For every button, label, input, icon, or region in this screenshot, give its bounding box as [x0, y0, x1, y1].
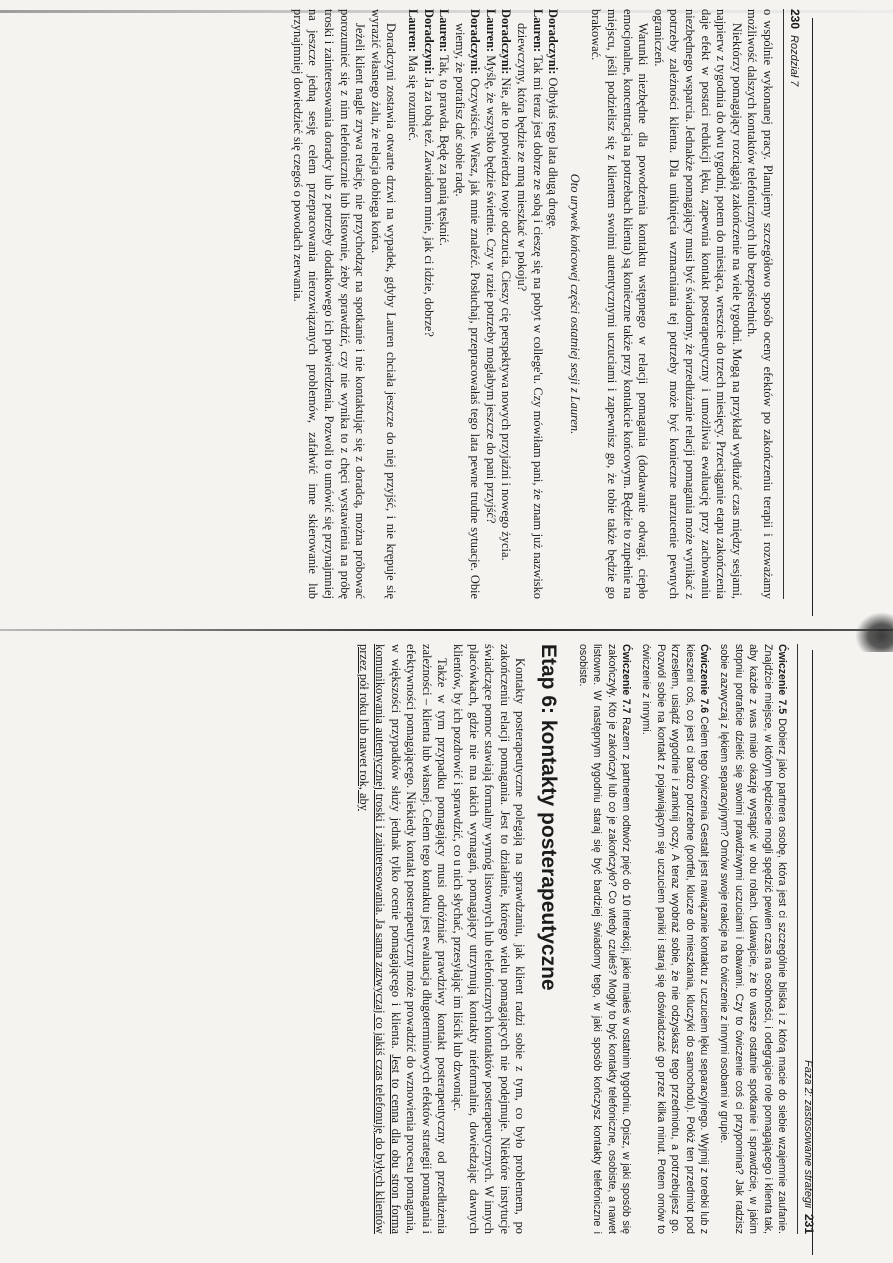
speaker: Doradczyni: — [468, 9, 483, 75]
scan-smudge — [855, 612, 893, 652]
page-231-text — [356, 644, 528, 1234]
running-header-230 — [783, 9, 802, 599]
exercise-7-5 — [717, 644, 789, 1234]
paragraph: Doradczyni zostawia otwarte drzwi na wypadek, gdyby Lauren chciała jeszcze do niej przyjść, i nie krępuje się wyrazić własnego żalu, że relacja dobiega końca. — [368, 9, 399, 599]
page-231 — [96, 644, 816, 1234]
exercise-7-6 — [639, 644, 711, 1234]
speaker: Lauren: — [530, 9, 545, 53]
section-header-title: Faza 2: zastosowanie strategii — [802, 1060, 814, 1208]
utterance: Tak, to prawda. Będę za panią tęsknić. — [437, 55, 452, 246]
speaker: Doradczyni: — [546, 9, 561, 75]
dialog-line — [420, 9, 436, 599]
speaker: Doradczyni: — [499, 9, 514, 75]
dialog-heading: Oto urywek końcowej części ostatniej sesji z Lauren. — [567, 173, 582, 435]
dialog-line — [404, 9, 420, 599]
dialog-line — [482, 9, 498, 599]
speaker: Lauren: — [405, 9, 420, 53]
paragraph — [356, 644, 450, 1234]
utterance: Ja za tobą też. Zawiadom mnie, jak ci idzie, dobrze? — [421, 77, 436, 337]
utterance: Odbyłaś tego lata długą drogę. — [546, 77, 561, 230]
dialog-line — [436, 9, 452, 599]
paragraph: Jeżeli klient nagle zrywa relację, nie przychodząc na spotkanie i nie kontaktując się z doradcą, można próbować porozumieć się z nim telefonicznie lub listownie, żeby sprawdzić, czy nie wynika to z chęci wystawienia na próbę troski i zainteresowania doradcy lub z potrzeby dodatkowego ich potwierdzenia. Pozwoli to umówić się przynajmniej na jeszcze jedną sesję celem przepracowania nierozwiązanych problemów, zafałwić inne skierowanie lub przynajmniej dowiedzieć się czegoś o powodach zerwania. — [290, 9, 368, 599]
utterance: Nie, ale to potwierdza twoje odczucia. Cieszy cię perspektywa nowych przyjaźni i nowego życia. — [499, 77, 514, 561]
exercise-label: Ćwiczenie 7.7 — [619, 644, 632, 714]
utterance: Myślę, że wszystko będzie świetnie. Czy w razie potrzeby mogłabym jeszcze do pani przyjść? — [483, 55, 498, 524]
paragraph: Warunki niezbędne dla powodzenia kontaktu wstępnego w relacji pomagania (dodawanie odwagi, ciepło emocjonalne, koncentracja na potrzebach klienta) są konieczne także przy kontakcie końcowym. Będzie to zupełnie na miejscu, jeśli podzielisz się z klientem swoimi autentycznymi uczuciami i zapewnisz go, że tobie także będzie go brakować. — [589, 9, 651, 599]
speaker: Lauren: — [437, 9, 452, 53]
exercise-label: Ćwiczenie 7.5 — [776, 644, 788, 715]
underlined-passage: Jest to cenna dla obu stron forma komunikowania autentycznej troski i zainteresowania. Ja sama zazwyczaj co jakiś czas telefonuję do byłych klientów przez pół roku lub nawet rok, aby — [357, 644, 403, 1234]
exercise-text: Celem tego ćwiczenia Gestalt jest nawiązanie kontaktu z uczuciem lęku separacyjnego. Wyjmij z torebki lub z kieszeni coś, co jest ci bardzo potrzebne (portfel, klucze do mieszkania, kluczyki do samochodu). Połóż ten przedmiot pod krzesłem, usiądź wygodnie i zamknij oczy. A teraz wyobraź sobie, że nie odzyskasz tego przedmiotu, a potrzebujesz go. Pozwól sobie na kontakt z pojawiającym się uczuciem paniki i staraj się doświadczać go przez kilka minut. Potem omów to ćwiczenie z innymi. — [640, 644, 710, 1235]
running-header-231 — [797, 644, 816, 1234]
speaker: Lauren: — [483, 9, 498, 53]
speaker: Doradczyni: — [421, 9, 436, 75]
page-230-text — [289, 9, 775, 599]
dialog-line — [451, 9, 482, 599]
section-title: Etap 6: kontakty posterapeutyczne — [537, 644, 561, 991]
page-number: 231 — [802, 1213, 816, 1234]
page-230 — [82, 9, 802, 599]
paragraph-start: Także w tym przypadku pomagający musi odróżniać prawdziwy kontakt posterapeutyczny od przedłużenia zależności – klienta lub własnej. Celem tego kontaktu jest ewaluacja długoterminowych efektów strategii pomagania i efektywności pomagającego. Niekiedy kontakt posterapeutyczny może prowadzić do wznowienia procesu pomagania, w większości przypadków służy jednak tylko ocenie pomagającego i klienta. — [388, 644, 450, 1234]
dialog-line — [514, 9, 545, 599]
paragraph: o wspólnie wykonanej pracy. Planujemy szczegółowo sposób oceny efektów po zakończeniu terapii i rozważamy możliwość dalszych kontaktów telefonicznych lub bezpośrednich. — [745, 9, 775, 599]
utterance: Oczywiście. Wiesz, jak mnie znaleźć. Posłuchaj, przepracowałaś tego lata pewne trudne sytuacje. Obie wiemy, że potrafisz dać sobie radę. — [452, 23, 483, 599]
page-gutter — [0, 629, 893, 631]
header-rule-top — [812, 18, 813, 616]
utterance: Ma się rozumieć. — [405, 55, 420, 141]
exercise-7-7 — [575, 644, 633, 1234]
page-number: 230 — [788, 9, 802, 30]
exercise-text: Dobierz jako partnera osobę, która jest ci szczególnie bliska i z którą macie do siebie wzajemnie zaufanie. Znajdźcie miejsce, w którym będziecie mogli spędzić pewien czas na osobności, i odegrajcie role pomagającego i klienta tak, aby każde z was miało okazję wystąpić w obu rolach. Udawajcie, że to wasze ostatnie spotkanie i sprawdźcie, w jakim stopniu potraficie dzielić się swoimi prawdziwymi uczuciami i obawami. Czy to ćwiczenie coś ci przypomina? Jak radzisz sobie zazwyczaj z lękiem separacyjnym? Omów swoje reakcje na to ćwiczenie z innymi osobami w grupie. — [718, 644, 788, 1234]
utterance: Tak mi teraz jest dobrze ze sobą i cieszę się na pobyt w college'u. Czy mówiłam pani, że znam już nazwisko dziewczyny, która będzie ze mną mieszkać w pokoju? — [515, 23, 545, 599]
exercise-text: Razem z partnerem odtwórz pięć do 10 interakcji, jakie miałeś w ostatnim tygodniu. Opisz, w jaki sposób się zakończyły. Kto je zakończył lub co je zakończyło? Co wtedy czułeś? Mogły to być kontakty telefoniczne, osobiste, a nawet listowne. W następnym tygodniu staraj się być bardziej świadomy tego, w jaki sposób kończysz kontakty telefoniczne i osobiste. — [576, 644, 632, 1234]
chapter-title: Rozdział 7 — [788, 35, 800, 87]
paragraph: Kontakty posterapeutyczne polegają na sprawdzaniu, jak klient radzi sobie z tym, co było problemem, po zakończeniu relacji pomagania. Jest to działanie, którego wielu pomagających nie podejmuje. Niektóre instytucje świadczące pomoc stawiają formalny wymóg listownych lub telefonicznych kontaktów posterapeutycznych. W innych placówkach, gdzie nie ma takich wymagań, pomagający utrzymują kontakty nieformalnie, dowiedzając dawnych klientów, by ich pozdrowić i sprawdzić, co u nich słychać, przesyłając im liścik lub dzwoniąc. — [450, 644, 528, 1234]
exercise-label: Ćwiczenie 7.6 — [697, 644, 710, 714]
paragraph: Niektórzy pomagający rozciągają zakończenie na wiele tygodni. Mogą na przykład wydłużać czas między sesjami, najpierw z tygodnia do dwu tygodni, potem do miesiąca, wreszcie do trzech miesięcy. Przeciąganie etapu zakończenia daje efekt w postaci redukcji lęku, zapewnia kontakt posterapeutyczny i umożliwia ewaluację przy zachowaniu niezbędnego wsparcia. Jednakże pomagający musi być świadomy, że przedłużanie relacji pomagania może wynikać z potrzeby zależności klienta. Dla uniknięcia wzmacniania tej potrzeby może być konieczne narzucenie pewnych ograniczeń. — [651, 9, 744, 599]
dialog-line — [545, 9, 561, 599]
dialog-line — [498, 9, 514, 599]
